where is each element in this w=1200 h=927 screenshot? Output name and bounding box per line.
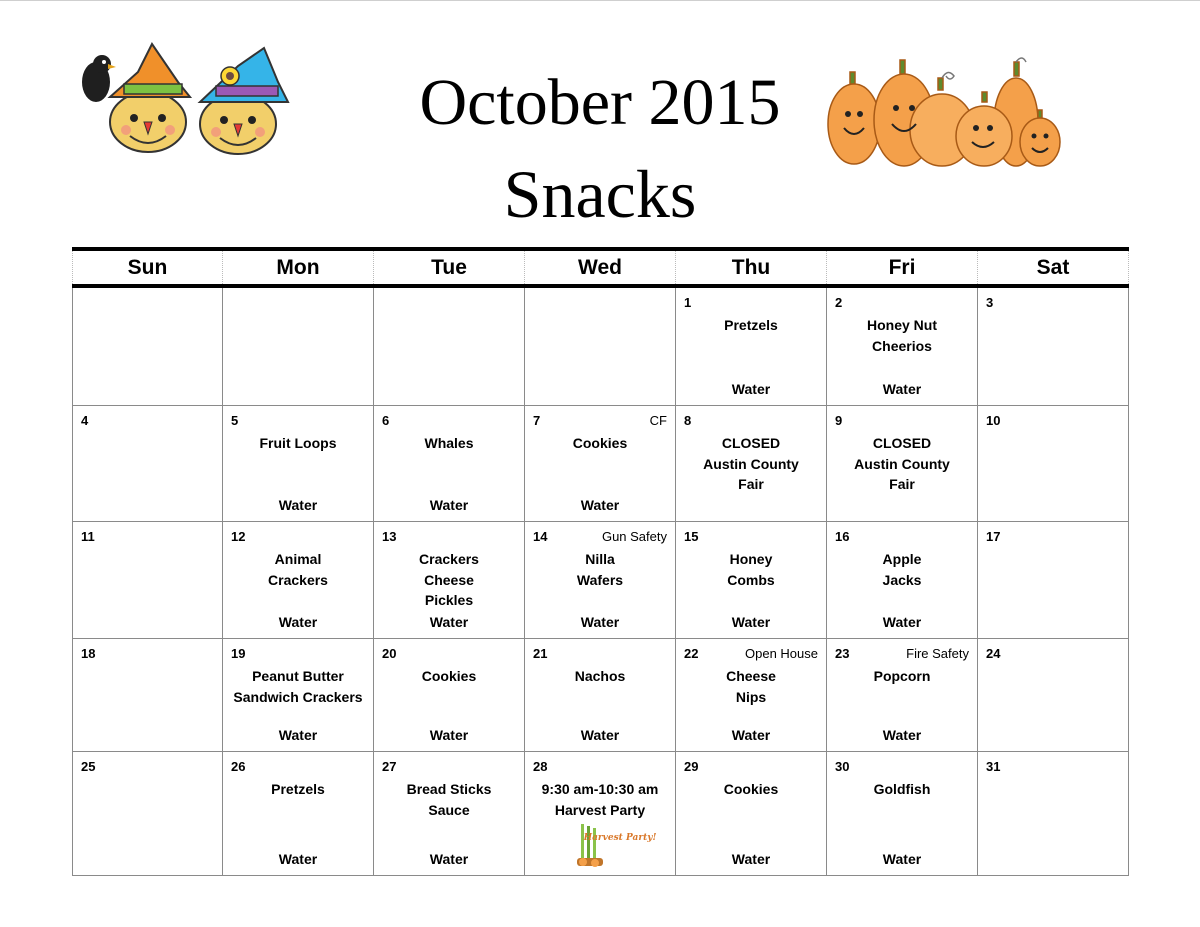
weekday-header: Wed bbox=[525, 249, 676, 286]
day-number: 7 bbox=[533, 413, 541, 428]
snack-text: Honey Combs bbox=[727, 551, 775, 588]
day-number: 16 bbox=[835, 529, 850, 544]
calendar-day-cell bbox=[73, 286, 223, 406]
snack-text: Goldfish bbox=[873, 781, 931, 797]
calendar-grid bbox=[72, 247, 1129, 876]
snack-text: Cookies bbox=[421, 668, 477, 684]
day-number: 20 bbox=[382, 646, 397, 661]
calendar-day-cell bbox=[374, 406, 525, 522]
snack-text: Popcorn bbox=[873, 668, 931, 684]
page-title: October 2015 bbox=[419, 66, 781, 139]
drink-text: Water bbox=[429, 851, 469, 867]
day-number: 28 bbox=[533, 759, 548, 774]
day-number: 21 bbox=[533, 646, 548, 661]
day-number: 4 bbox=[81, 413, 89, 428]
calendar-week-row bbox=[73, 286, 1129, 406]
calendar-day-cell bbox=[374, 639, 525, 752]
event-note: Gun Safety bbox=[601, 529, 667, 544]
calendar-day-cell bbox=[525, 639, 676, 752]
drink-text: Water bbox=[731, 727, 771, 743]
day-number: 1 bbox=[684, 295, 692, 310]
weekday-header: Mon bbox=[223, 249, 374, 286]
pumpkins-icon bbox=[826, 52, 1066, 168]
day-number: 30 bbox=[835, 759, 850, 774]
calendar-day-cell bbox=[978, 406, 1129, 522]
day-number: 5 bbox=[231, 413, 239, 428]
drink-text: Water bbox=[882, 614, 922, 630]
day-number: 23 bbox=[835, 646, 850, 661]
drink-text: Water bbox=[278, 851, 318, 867]
day-number: 19 bbox=[231, 646, 246, 661]
day-number: 24 bbox=[986, 646, 1001, 661]
drink-text: Water bbox=[278, 727, 318, 743]
weekday-header: Sat bbox=[978, 249, 1129, 286]
day-number: 12 bbox=[231, 529, 246, 544]
top-border-line bbox=[0, 0, 1200, 1]
day-number: 13 bbox=[382, 529, 397, 544]
snack-text: Pretzels bbox=[271, 781, 325, 797]
day-number: 2 bbox=[835, 295, 843, 310]
drink-text: Water bbox=[580, 614, 620, 630]
weekday-header: Fri bbox=[827, 249, 978, 286]
snack-text: Crackers Cheese Pickles bbox=[419, 551, 479, 609]
snack-text: Cookies bbox=[723, 781, 779, 797]
weekday-header: Sun bbox=[73, 249, 223, 286]
day-number: 22 bbox=[684, 646, 699, 661]
calendar-day-cell bbox=[978, 639, 1129, 752]
day-number: 14 bbox=[533, 529, 548, 544]
snack-text: Cheese Nips bbox=[726, 668, 776, 705]
day-number: 29 bbox=[684, 759, 699, 774]
day-number: 10 bbox=[986, 413, 1001, 428]
day-number: 3 bbox=[986, 295, 994, 310]
weekday-header-row bbox=[73, 249, 1129, 286]
day-number: 9 bbox=[835, 413, 843, 428]
drink-text: Water bbox=[731, 851, 771, 867]
calendar-day-cell bbox=[827, 406, 978, 522]
day-number: 31 bbox=[986, 759, 1001, 774]
weekday-header: Tue bbox=[374, 249, 525, 286]
drink-text: Water bbox=[278, 497, 318, 513]
snack-text: 9:30 am-10:30 am Harvest Party bbox=[541, 781, 659, 818]
drink-text: Water bbox=[278, 614, 318, 630]
drink-text: Water bbox=[882, 381, 922, 397]
snack-text: CLOSED Austin County Fair bbox=[854, 435, 950, 493]
snack-text: Fruit Loops bbox=[259, 435, 337, 451]
event-note: CF bbox=[649, 413, 667, 428]
day-number: 6 bbox=[382, 413, 390, 428]
calendar-week-row bbox=[73, 522, 1129, 639]
day-number: 8 bbox=[684, 413, 692, 428]
page-subtitle: Snacks bbox=[503, 156, 697, 232]
calendar-day-cell bbox=[374, 522, 525, 639]
calendar-day-cell bbox=[676, 639, 827, 752]
calendar-day-cell bbox=[676, 406, 827, 522]
drink-text: Water bbox=[882, 727, 922, 743]
day-number: 25 bbox=[81, 759, 96, 774]
event-note: Fire Safety bbox=[906, 646, 969, 661]
weekday-header: Thu bbox=[676, 249, 827, 286]
calendar-day-cell bbox=[978, 286, 1129, 406]
snack-text: Nilla Wafers bbox=[576, 551, 624, 588]
calendar-week-row bbox=[73, 406, 1129, 522]
calendar-day-cell bbox=[223, 522, 374, 639]
drink-text: Water bbox=[580, 497, 620, 513]
drink-text: Water bbox=[731, 614, 771, 630]
calendar-day-cell bbox=[73, 639, 223, 752]
calendar-day-cell bbox=[223, 286, 374, 406]
snack-text: CLOSED Austin County Fair bbox=[703, 435, 799, 493]
snack-text: Cookies bbox=[572, 435, 628, 451]
day-number: 18 bbox=[81, 646, 96, 661]
calendar-day-cell bbox=[827, 286, 978, 406]
calendar-day-cell bbox=[827, 639, 978, 752]
snack-text: Apple Jacks bbox=[882, 551, 922, 588]
snack-text: Honey Nut Cheerios bbox=[867, 317, 937, 354]
calendar-day-cell bbox=[525, 752, 676, 876]
harvest-party-sign-text: Harvest Party! bbox=[583, 833, 657, 843]
calendar-day-cell bbox=[978, 752, 1129, 876]
calendar-week-row bbox=[73, 752, 1129, 876]
calendar-day-cell bbox=[73, 752, 223, 876]
event-note: Open House bbox=[745, 646, 818, 661]
drink-text: Water bbox=[731, 381, 771, 397]
calendar-day-cell bbox=[73, 406, 223, 522]
drink-text: Water bbox=[429, 614, 469, 630]
calendar-day-cell bbox=[676, 522, 827, 639]
harvest-party-icon bbox=[575, 822, 657, 868]
snack-text: Bread Sticks Sauce bbox=[406, 781, 492, 818]
calendar-day-cell bbox=[676, 286, 827, 406]
drink-text: Water bbox=[580, 727, 620, 743]
day-number: 26 bbox=[231, 759, 246, 774]
calendar-day-cell bbox=[978, 522, 1129, 639]
snack-text: Whales bbox=[424, 435, 474, 451]
snack-text: Nachos bbox=[574, 668, 626, 684]
calendar-day-cell bbox=[223, 639, 374, 752]
day-number: 15 bbox=[684, 529, 699, 544]
calendar-day-cell bbox=[525, 286, 676, 406]
snack-text: Animal Crackers bbox=[268, 551, 328, 588]
calendar-day-cell bbox=[73, 522, 223, 639]
day-number: 11 bbox=[81, 529, 95, 544]
drink-text: Water bbox=[882, 851, 922, 867]
drink-text: Water bbox=[429, 727, 469, 743]
calendar-week-row bbox=[73, 639, 1129, 752]
drink-text: Water bbox=[429, 497, 469, 513]
calendar-day-cell bbox=[374, 752, 525, 876]
snack-text: Pretzels bbox=[724, 317, 778, 333]
calendar-day-cell bbox=[676, 752, 827, 876]
day-number: 17 bbox=[986, 529, 1001, 544]
calendar-day-cell bbox=[374, 286, 525, 406]
calendar-day-cell bbox=[525, 406, 676, 522]
calendar-day-cell bbox=[827, 522, 978, 639]
snack-text: Peanut Butter Sandwich Crackers bbox=[233, 668, 363, 705]
calendar-day-cell bbox=[223, 406, 374, 522]
calendar-day-cell bbox=[827, 752, 978, 876]
calendar-day-cell bbox=[525, 522, 676, 639]
day-number: 27 bbox=[382, 759, 397, 774]
calendar-day-cell bbox=[223, 752, 374, 876]
